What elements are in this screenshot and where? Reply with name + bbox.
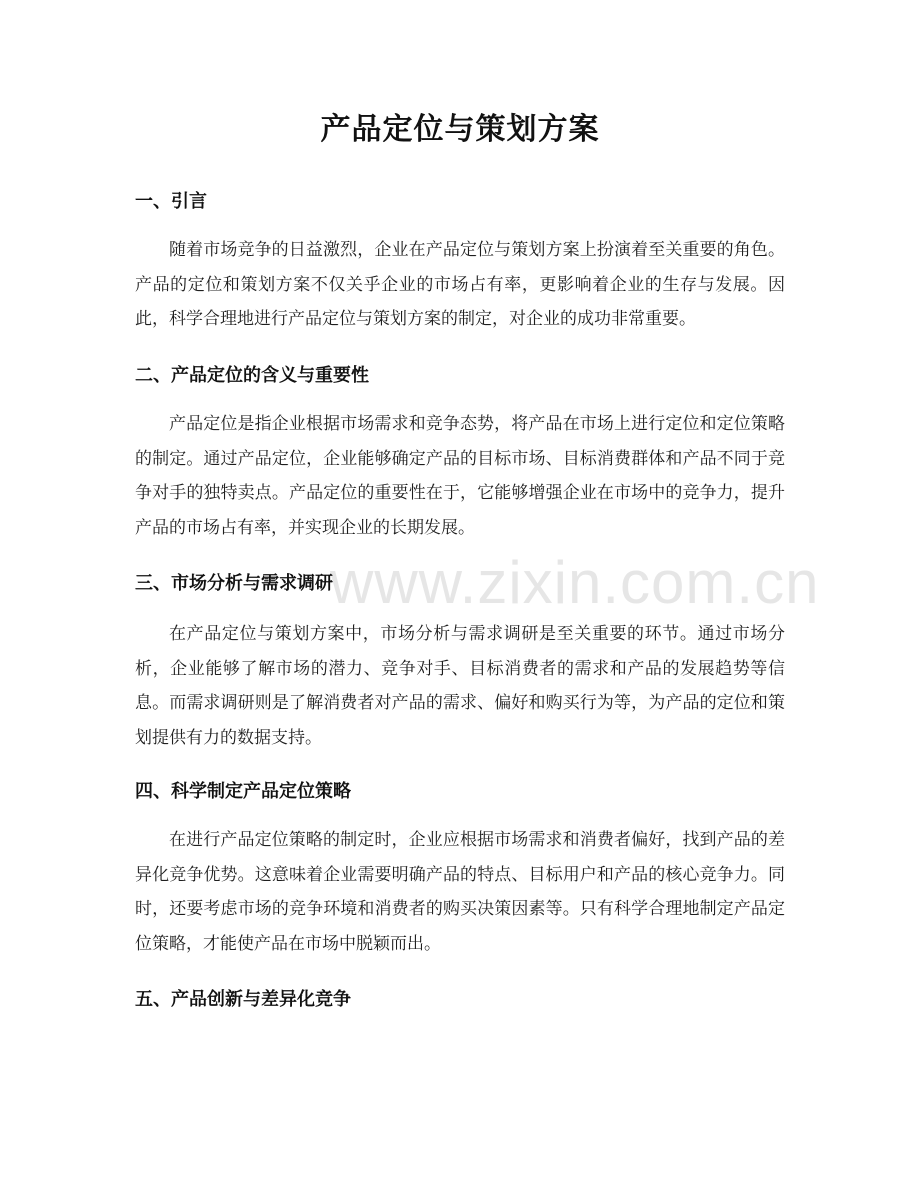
- page-title: 产品定位与策划方案: [320, 112, 600, 147]
- section-paragraph-positioning: 产品定位是指企业根据市场需求和竞争态势，将产品在市场上进行定位和定位策略的制定。通过产品定位，企业能够确定产品的目标市场、目标消费群体和产品不同于竞争对手的独特卖点。产品定位的重要性在于，它能够增强企业在市场中的竞争力，提升产品的市场占有率，并实现企业的长期发展。: [135, 414, 785, 538]
- section-heading-positioning: 二、产品定位的含义与重要性: [135, 365, 369, 386]
- section-paragraph-intro: 随着市场竞争的日益激烈，企业在产品定位与策划方案上扮演着至关重要的角色。产品的定位和策划方案不仅关乎企业的市场占有率，更影响着企业的生存与发展。因此，科学合理地进行产品定位与策划方案的制定，对企业的成功非常重要。: [135, 240, 785, 329]
- section-heading-strategy: 四、科学制定产品定位策略: [135, 781, 351, 802]
- section-heading-market-analysis: 三、市场分析与需求调研: [135, 573, 333, 594]
- section-heading-intro: 一、引言: [135, 191, 207, 212]
- section-paragraph-market-analysis: 在产品定位与策划方案中，市场分析与需求调研是至关重要的环节。通过市场分析，企业能够了解市场的潜力、竞争对手、目标消费者的需求和产品的发展趋势等信息。而需求调研则是了解消费者对产品的需求、偏好和购买行为等，为产品的定位和策划提供有力的数据支持。: [135, 624, 785, 748]
- section-paragraph-strategy: 在进行产品定位策略的制定时，企业应根据市场需求和消费者偏好，找到产品的差异化竞争优势。这意味着企业需要明确产品的特点、目标用户和产品的核心竞争力。同时，还要考虑市场的竞争环境和消费者的购买决策因素等。只有科学合理地制定产品定位策略，才能使产品在市场中脱颖而出。: [135, 830, 785, 954]
- watermark: www.zixin.com.cn: [330, 549, 820, 616]
- section-heading-innovation: 五、产品创新与差异化竞争: [135, 989, 351, 1010]
